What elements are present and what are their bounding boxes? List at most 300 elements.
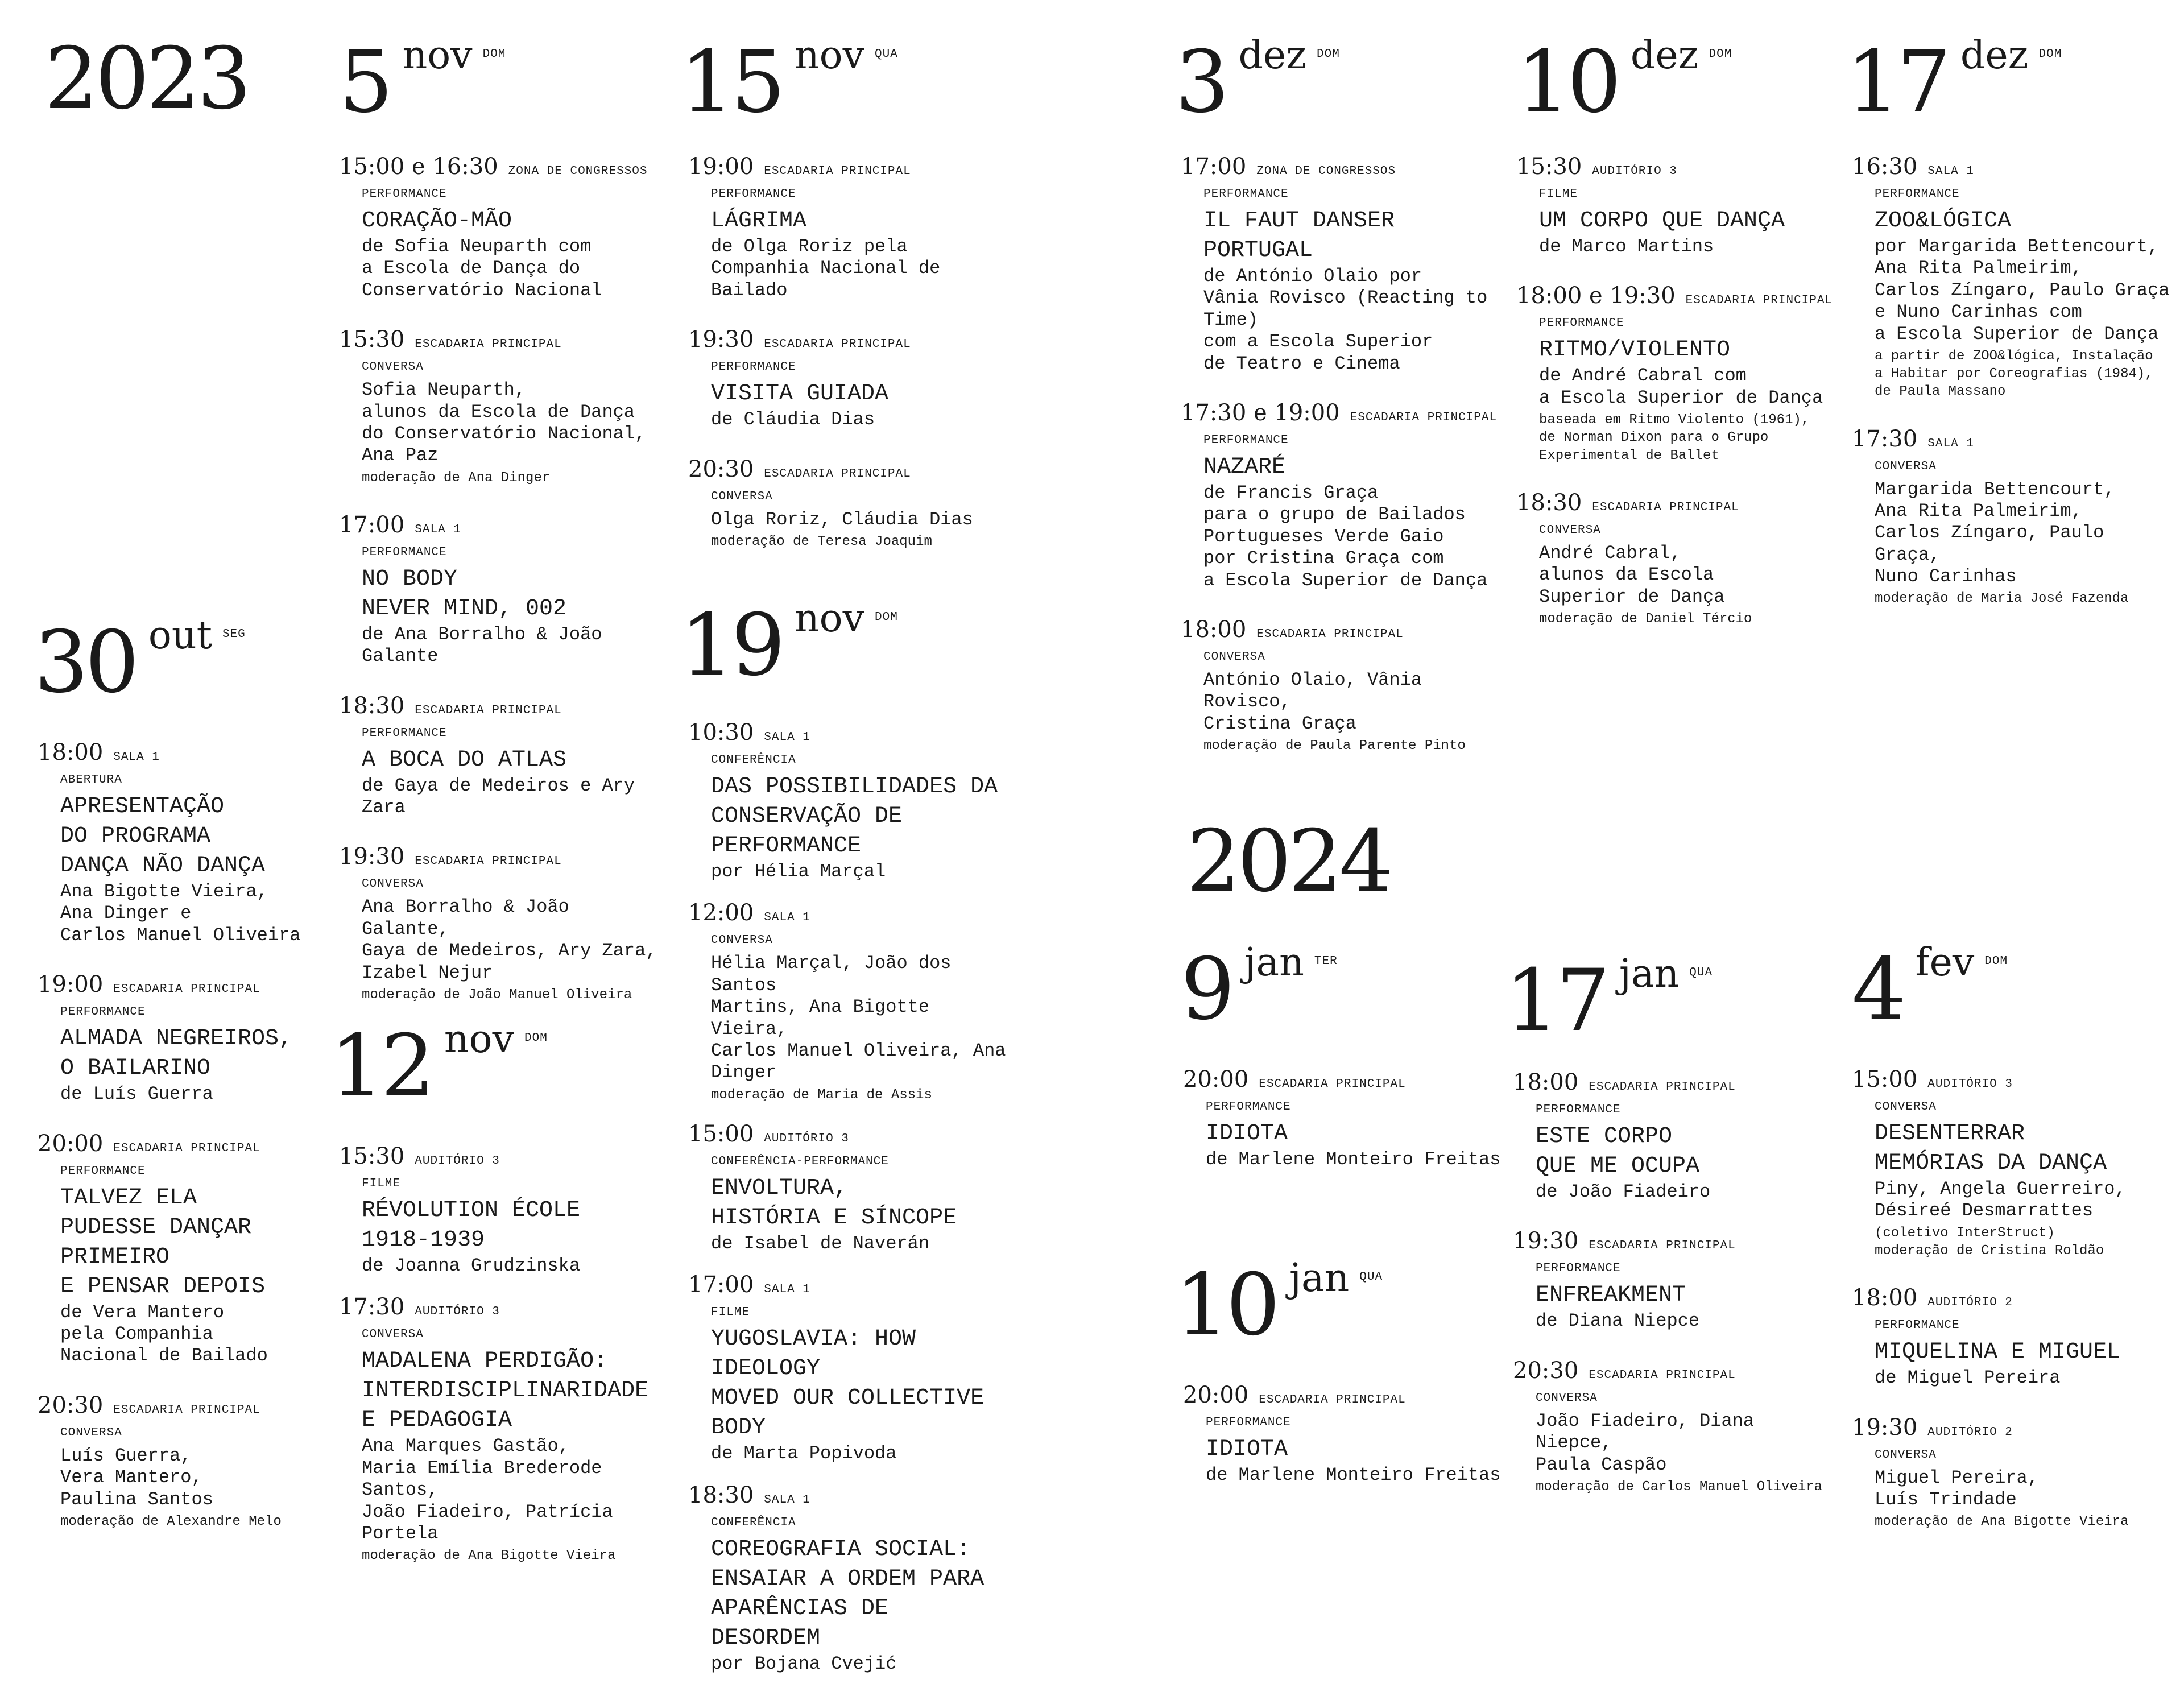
year-2024: 2024 (1186, 812, 1390, 911)
event-category: CONVERSA (1536, 1391, 1598, 1405)
event-time: 17:00 (688, 1272, 754, 1298)
event-body (1852, 188, 2170, 401)
date-weekday: DOM (1317, 48, 1340, 61)
date-header-d9jan (1181, 940, 1338, 1039)
event-category: PERFORMANCE (711, 361, 796, 374)
event-body (1181, 651, 1499, 755)
date-header-d17jan (1505, 952, 1713, 1050)
event-body (339, 188, 657, 301)
event-item (38, 1131, 356, 1367)
event-credits: Sofia Neuparth, alunos da Escola de Dança do Conservatório Nacional, Ana Paz (362, 379, 646, 466)
event-item (1516, 490, 1835, 628)
events-d9jan (1183, 1066, 1502, 1195)
event-title: A BOCA DO ATLAS (362, 747, 567, 773)
event-time-line (1183, 1066, 1502, 1093)
event-title: DESENTERRAR MEMÓRIAS DA DANÇA (1875, 1121, 2107, 1176)
event-time: 20:30 (1513, 1357, 1579, 1384)
date-number: 17 (1505, 952, 1607, 1050)
event-venue: ESCADARIA PRINCIPAL (113, 1141, 260, 1155)
event-time: 20:30 (688, 456, 754, 482)
event-category: PERFORMANCE (362, 726, 447, 740)
event-time: 17:30 (339, 1294, 405, 1321)
event-venue: AUDITÓRIO 3 (764, 1132, 849, 1145)
event-time: 17:00 (339, 511, 405, 538)
event-time-line (688, 1272, 1007, 1298)
event-body (1181, 188, 1499, 375)
event-body (339, 546, 657, 668)
event-time-line (688, 1121, 1007, 1147)
events-d5nov (339, 154, 657, 1029)
event-time-line (1513, 1228, 1831, 1254)
event-time-line (339, 512, 657, 538)
date-number: 4 (1852, 940, 1903, 1039)
date-weekday: QUA (875, 48, 898, 61)
event-venue: ZONA DE CONGRESSOS (1256, 165, 1396, 178)
event-body (1516, 524, 1835, 628)
event-time-line (339, 1294, 657, 1320)
event-item (688, 326, 1007, 431)
event-body (1516, 188, 1835, 258)
event-title: MIQUELINA E MIGUEL (1875, 1339, 2121, 1366)
event-title: NAZARÉ (1203, 454, 1286, 480)
event-time-line (339, 693, 657, 719)
event-body (339, 1328, 657, 1565)
event-category: PERFORMANCE (362, 545, 447, 559)
event-category: CONVERSA (362, 878, 424, 891)
event-venue: ESCADARIA PRINCIPAL (764, 338, 911, 351)
event-venue: SALA 1 (1927, 437, 1974, 450)
date-number: 10 (1516, 33, 1618, 132)
event-title: MADALENA PERDIGÃO: INTERDISCIPLINARIDADE E PEDAGOGIA (362, 1348, 649, 1434)
date-month: nov (444, 1017, 515, 1062)
event-time-line (688, 719, 1007, 746)
event-time-line (1513, 1358, 1831, 1384)
event-credits: de Vera Mantero pela Companhia Nacional de Bailado (60, 1301, 268, 1367)
event-venue: AUDITÓRIO 3 (1927, 1078, 2013, 1091)
event-item (1516, 283, 1835, 464)
date-header-d12nov (330, 1017, 548, 1116)
event-body (1852, 1101, 2170, 1260)
date-weekday: QUA (1359, 1271, 1383, 1284)
date-number: 17 (1846, 33, 1948, 132)
event-time-line (38, 739, 356, 766)
date-month: nov (402, 33, 473, 78)
event-title: ESTE CORPO QUE ME OCUPA (1536, 1124, 1700, 1179)
event-credits: de Ana Borralho & João Galante (362, 623, 602, 667)
event-item (38, 1392, 356, 1530)
event-title: CORAÇÃO-MÃO (362, 208, 512, 234)
date-weekday: DOM (1984, 955, 2008, 968)
event-credits: de Marta Popivoda (711, 1443, 897, 1465)
event-credits: João Fiadeiro, Diana Niepce, Paula Caspão (1536, 1410, 1755, 1475)
event-venue: ESCADARIA PRINCIPAL (764, 467, 911, 481)
event-item (1513, 1358, 1831, 1496)
event-time: 18:00 (38, 739, 104, 766)
events-d15nov (688, 154, 1007, 576)
event-body (1181, 434, 1499, 591)
event-credits: Miguel Pereira, Luís Trindade (1875, 1467, 2039, 1510)
date-header-d5nov (339, 33, 506, 132)
event-body (1513, 1103, 1831, 1203)
event-item (1852, 1285, 2170, 1389)
event-title: ZOO&LÓGICA (1875, 208, 2012, 234)
event-time: 10:30 (688, 719, 754, 746)
event-credits: de Isabel de Naverán (711, 1232, 930, 1254)
event-time: 19:00 (688, 154, 754, 180)
event-body (1183, 1416, 1502, 1486)
event-venue: SALA 1 (415, 523, 461, 536)
events-d4fev (1852, 1066, 2170, 1556)
event-time: 19:30 (339, 843, 405, 870)
event-body (688, 1516, 1007, 1675)
event-item (38, 971, 356, 1105)
event-title: TALVEZ ELA PUDESSE DANÇAR PRIMEIRO E PENSAR DEPOIS (60, 1185, 266, 1300)
event-category: ABERTURA (60, 773, 122, 787)
event-credits: Piny, Angela Guerreiro, Désireé Desmarrattes (1875, 1178, 2126, 1222)
date-month: fev (1915, 940, 1975, 985)
event-body (38, 1165, 356, 1367)
event-body (1852, 460, 2170, 608)
events-d10dez (1516, 154, 1835, 653)
event-time: 15:00 (1852, 1066, 1918, 1093)
event-item (339, 1294, 657, 1565)
event-title: COREOGRAFIA SOCIAL: ENSAIAR A ORDEM PARA APARÊNCIAS DE DESORDEM (711, 1536, 985, 1651)
event-credits: de Joanna Grudzinska (362, 1255, 581, 1276)
event-time: 15:30 (1516, 154, 1582, 180)
date-number: 3 (1175, 33, 1226, 132)
event-category: CONFERÊNCIA (711, 754, 796, 767)
events-d17jan (1513, 1069, 1831, 1521)
date-weekday: DOM (524, 1032, 548, 1045)
event-body (1852, 1449, 2170, 1531)
event-note: moderação de Paula Parente Pinto (1203, 738, 1466, 754)
event-time-line (1183, 1382, 1502, 1408)
event-venue: AUDITÓRIO 2 (1927, 1425, 2013, 1439)
event-item (1852, 1066, 2170, 1260)
event-title: RÉVOLUTION ÉCOLE 1918-1939 (362, 1198, 581, 1253)
date-month: jan (1244, 940, 1304, 985)
event-title: NO BODY NEVER MIND, 002 (362, 566, 567, 622)
event-title: YUGOSLAVIA: HOW IDEOLOGY MOVED OUR COLLECTIVE BODY (711, 1326, 985, 1441)
event-credits: por Hélia Marçal (711, 861, 886, 882)
date-month: dez (1630, 33, 1699, 78)
event-time: 20:30 (38, 1392, 104, 1418)
event-item (688, 1482, 1007, 1675)
event-category: FILME (1539, 188, 1578, 201)
date-month: nov (794, 596, 865, 641)
year-2023: 2023 (44, 30, 248, 129)
event-venue: AUDITÓRIO 3 (1592, 165, 1677, 178)
event-venue: ESCADARIA PRINCIPAL (1350, 411, 1498, 424)
event-time-line (688, 900, 1007, 926)
event-venue: ESCADARIA PRINCIPAL (1589, 1239, 1736, 1253)
event-credits: Luís Guerra, Vera Mantero, Paulina Santos (60, 1445, 213, 1510)
event-title: LÁGRIMA (711, 208, 807, 234)
event-time-line (688, 154, 1007, 180)
event-category: CONVERSA (1875, 1448, 1937, 1462)
event-category: CONFERÊNCIA (711, 1516, 796, 1529)
event-item (1181, 154, 1499, 375)
event-credits: de André Cabral com a Escola Superior de Dança (1539, 365, 1823, 408)
event-category: PERFORMANCE (711, 188, 796, 201)
event-body (1513, 1262, 1831, 1332)
date-header-d17dez (1846, 33, 2062, 132)
event-category: FILME (362, 1177, 401, 1190)
event-note: baseada em Ritmo Violento (1961), de Norman Dixon para o Grupo Experimental de Ballet (1539, 412, 1810, 464)
event-category: PERFORMANCE (60, 1164, 146, 1178)
event-item (339, 1143, 657, 1277)
event-body (339, 361, 657, 487)
event-note: moderação de Ana Bigotte Vieira (1875, 1514, 2129, 1530)
event-time: 18:30 (339, 692, 405, 719)
event-credits: por Margarida Bettencourt, Ana Rita Palmeirim, Carlos Zíngaro, Paulo Graça e Nuno Carinhas com a Escola Superior de Dança (1875, 236, 2170, 345)
event-note: moderação de Daniel Tércio (1539, 611, 1752, 627)
event-item (1183, 1066, 1502, 1170)
event-category: PERFORMANCE (1206, 1416, 1291, 1429)
event-time: 20:00 (38, 1130, 104, 1157)
event-item (339, 154, 657, 301)
event-body (339, 727, 657, 819)
event-time: 15:30 (339, 326, 405, 353)
event-item (339, 326, 657, 487)
event-category: PERFORMANCE (1206, 1101, 1291, 1114)
date-header-d19nov (680, 596, 898, 695)
event-credits: de António Olaio por Vânia Rovisco (Reacting to Time) com a Escola Superior de Teatro e Cinema (1203, 266, 1488, 374)
event-note: moderação de Ana Dinger (362, 470, 551, 486)
event-venue: ESCADARIA PRINCIPAL (113, 1403, 260, 1417)
event-item (339, 693, 657, 819)
event-title: ALMADA NEGREIROS, O BAILARINO (60, 1026, 293, 1082)
event-time-line (38, 971, 356, 998)
date-weekday: DOM (1709, 48, 1732, 61)
event-venue: ESCADARIA PRINCIPAL (764, 165, 911, 178)
event-venue: ESCADARIA PRINCIPAL (1589, 1081, 1736, 1094)
event-time: 18:00 (1852, 1285, 1918, 1312)
event-note: moderação de Maria de Assis (711, 1087, 932, 1103)
date-month: nov (794, 33, 865, 78)
events-d19nov (688, 719, 1007, 1692)
event-body (339, 878, 657, 1004)
event-category: CONVERSA (1875, 1101, 1937, 1114)
event-credits: André Cabral, alunos da Escola Superior de Dança (1539, 542, 1725, 607)
event-category: CONVERSA (60, 1426, 122, 1439)
event-time: 16:30 (1852, 154, 1918, 180)
date-number: 15 (680, 33, 782, 132)
event-venue: ESCADARIA PRINCIPAL (1259, 1393, 1406, 1406)
events-d12nov (339, 1143, 657, 1582)
event-body (1852, 1319, 2170, 1389)
event-credits: de Marlene Monteiro Freitas (1206, 1149, 1501, 1170)
event-item (1516, 154, 1835, 258)
date-weekday: DOM (2038, 48, 2062, 61)
event-time-line (339, 326, 657, 353)
event-category: CONVERSA (1875, 460, 1937, 473)
date-weekday: DOM (875, 611, 898, 624)
event-credits: Margarida Bettencourt, Ana Rita Palmeirim, Carlos Zíngaro, Paulo Graça, Nuno Carinhas (1875, 478, 2115, 588)
event-time: 15:00 e 16:30 (339, 154, 498, 180)
event-credits: de Miguel Pereira (1875, 1367, 2061, 1389)
event-venue: AUDITÓRIO 3 (415, 1305, 500, 1319)
event-time-line (1852, 154, 2170, 180)
event-body (1513, 1392, 1831, 1496)
event-time-line (1852, 1066, 2170, 1093)
events-d30out (38, 739, 356, 1556)
date-header-d3dez (1175, 33, 1340, 132)
event-venue: AUDITÓRIO 2 (1927, 1296, 2013, 1310)
event-credits: por Bojana Cvejić (711, 1653, 897, 1674)
event-category: PERFORMANCE (1536, 1262, 1621, 1276)
event-note: moderação de Maria José Fazenda (1875, 591, 2129, 607)
event-title: RITMO/VIOLENTO (1539, 337, 1731, 363)
event-time-line (339, 154, 657, 180)
event-category: CONVERSA (362, 361, 424, 374)
event-body (339, 1177, 657, 1277)
event-credits: de Cláudia Dias (711, 409, 875, 431)
event-body (688, 1155, 1007, 1255)
event-category: CONVERSA (362, 1328, 424, 1342)
event-credits: Ana Bigotte Vieira, Ana Dinger e Carlos Manuel Oliveira (60, 881, 301, 946)
date-number: 30 (34, 613, 136, 712)
event-title: VISITA GUIADA (711, 381, 889, 407)
event-category: CONVERSA (711, 934, 773, 948)
event-credits: de Diana Niepce (1536, 1310, 1700, 1332)
event-venue: ESCADARIA PRINCIPAL (1685, 294, 1833, 308)
date-weekday: DOM (482, 48, 506, 61)
event-time: 19:30 (1513, 1228, 1579, 1255)
event-note: (coletivo InterStruct) moderação de Cristina Roldão (1875, 1225, 2104, 1259)
date-header-d10jan (1175, 1256, 1383, 1355)
event-body (38, 1426, 356, 1530)
event-category: CONFERÊNCIA-PERFORMANCE (711, 1155, 889, 1168)
event-time: 15:00 (688, 1120, 754, 1147)
event-time: 18:00 (1513, 1069, 1579, 1095)
date-weekday: QUA (1689, 966, 1713, 979)
event-credits: de Marco Martins (1539, 236, 1714, 257)
event-credits: de Marlene Monteiro Freitas (1206, 1465, 1501, 1486)
event-category: CONVERSA (1203, 650, 1265, 664)
event-venue: ESCADARIA PRINCIPAL (1256, 627, 1404, 641)
event-time-line (688, 456, 1007, 482)
event-category: PERFORMANCE (1536, 1103, 1621, 1116)
event-time-line (1852, 1414, 2170, 1441)
event-item (1181, 400, 1499, 591)
event-body (688, 1306, 1007, 1465)
event-title: IDIOTA (1206, 1121, 1288, 1147)
event-item (1852, 426, 2170, 608)
date-month: jan (1619, 952, 1680, 996)
event-title: ENVOLTURA, HISTÓRIA E SÍNCOPE (711, 1175, 957, 1231)
event-time-line (1852, 1285, 2170, 1311)
event-body (38, 773, 356, 946)
event-category: CONVERSA (711, 490, 773, 503)
event-item (688, 456, 1007, 551)
event-note: moderação de Alexandre Melo (60, 1513, 282, 1529)
event-time: 20:00 (1183, 1066, 1249, 1093)
event-venue: ESCADARIA PRINCIPAL (1589, 1368, 1736, 1382)
event-credits: Olga Roriz, Cláudia Dias (711, 508, 973, 530)
event-time-line (339, 1143, 657, 1169)
event-title: ENFREAKMENT (1536, 1283, 1686, 1309)
date-header-d10dez (1516, 33, 1732, 132)
events-d10jan (1183, 1382, 1502, 1511)
date-number: 9 (1181, 940, 1232, 1039)
date-weekday: SEG (222, 628, 246, 641)
event-item (688, 154, 1007, 301)
event-note: moderação de Carlos Manuel Oliveira (1536, 1479, 1823, 1495)
event-time-line (1516, 154, 1835, 180)
event-credits: António Olaio, Vânia Rovisco, Cristina Graça (1203, 669, 1422, 734)
event-time-line (339, 843, 657, 870)
event-venue: SALA 1 (764, 1283, 810, 1297)
date-number: 10 (1175, 1256, 1277, 1355)
event-time: 18:00 (1181, 616, 1247, 643)
event-venue: SALA 1 (764, 731, 810, 744)
event-credits: de Gaya de Medeiros e Ary Zara (362, 775, 635, 818)
event-time: 15:30 (339, 1143, 405, 1169)
event-note: moderação de Teresa Joaquim (711, 533, 932, 549)
event-item (1181, 617, 1499, 755)
event-item (1183, 1382, 1502, 1486)
event-venue: SALA 1 (764, 1493, 810, 1507)
event-title: UM CORPO QUE DANÇA (1539, 208, 1785, 234)
date-month: dez (1238, 33, 1307, 78)
date-number: 19 (680, 596, 782, 695)
date-weekday: TER (1314, 955, 1338, 968)
event-time-line (1181, 617, 1499, 643)
event-item (688, 900, 1007, 1104)
event-category: PERFORMANCE (1875, 188, 1960, 201)
date-month: dez (1960, 33, 2029, 78)
events-d17dez (1852, 154, 2170, 633)
event-time: 18:30 (688, 1482, 754, 1508)
event-time: 18:00 e 19:30 (1516, 283, 1676, 309)
event-item (1852, 154, 2170, 401)
event-credits: de Sofia Neuparth com a Escola de Dança do Conservatório Nacional (362, 236, 602, 301)
event-time: 19:30 (1852, 1414, 1918, 1441)
event-body (688, 754, 1007, 883)
event-time-line (1516, 283, 1835, 309)
event-credits: de Francis Graça para o grupo de Bailados Portugueses Verde Gaio por Cristina Graça com a Escola Superior de Dança (1203, 482, 1488, 591)
event-venue: SALA 1 (1927, 165, 1974, 178)
event-time-line (688, 326, 1007, 353)
event-time-line (1181, 154, 1499, 180)
event-category: PERFORMANCE (1203, 433, 1289, 447)
event-credits: de Olga Roriz pela Companhia Nacional de Bailado (711, 236, 941, 301)
event-item (339, 843, 657, 1004)
event-credits: Ana Marques Gastão, Maria Emília Brederode Santos, João Fiadeiro, Patrícia Portela (362, 1435, 613, 1544)
event-venue: ESCADARIA PRINCIPAL (415, 704, 562, 717)
event-venue: SALA 1 (113, 751, 160, 764)
event-item (1513, 1228, 1831, 1332)
event-credits: Ana Borralho & João Galante, Gaya de Medeiros, Ary Zara, Izabel Nejur (362, 896, 657, 983)
event-time: 18:30 (1516, 489, 1582, 516)
date-number: 5 (339, 33, 390, 132)
event-item (1513, 1069, 1831, 1203)
event-title: IDIOTA (1206, 1437, 1288, 1462)
events-d3dez (1181, 154, 1499, 780)
event-item (688, 1121, 1007, 1255)
event-category: FILME (711, 1306, 750, 1319)
event-body (38, 1006, 356, 1105)
event-time-line (38, 1131, 356, 1157)
event-body (1516, 317, 1835, 464)
date-number: 12 (330, 1017, 432, 1116)
event-venue: ESCADARIA PRINCIPAL (113, 983, 260, 996)
event-item (1852, 1414, 2170, 1531)
event-body (688, 361, 1007, 431)
event-time-line (1513, 1069, 1831, 1095)
event-venue: ESCADARIA PRINCIPAL (1259, 1078, 1406, 1091)
